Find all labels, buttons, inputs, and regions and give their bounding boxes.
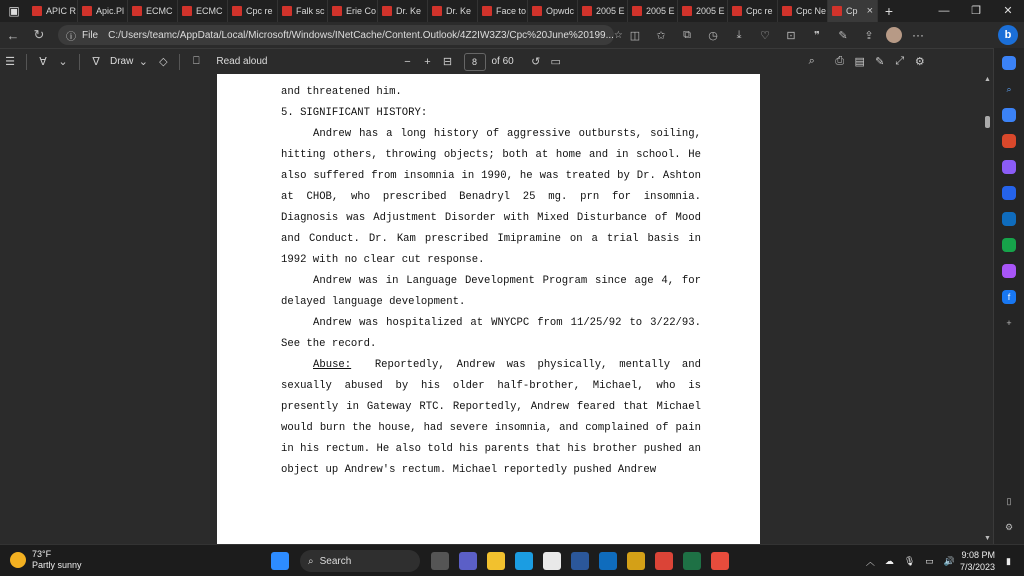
maximize-icon[interactable]: ❐ [971, 5, 981, 17]
app-icon[interactable] [711, 552, 729, 570]
scheme-label: File [82, 29, 99, 41]
download-icon[interactable]: ⤓ [736, 28, 742, 41]
weather-widget[interactable] [10, 549, 82, 571]
contents-icon[interactable]: ☰ [5, 56, 15, 68]
section-heading: 5. SIGNIFICANT HISTORY: [281, 107, 428, 119]
scroll-up-icon[interactable]: ▲ [984, 76, 991, 83]
browser-tab[interactable] [428, 0, 478, 22]
pdf-viewer[interactable] [0, 74, 993, 544]
chevron-up-icon[interactable]: ︿ [865, 556, 875, 567]
pdf-icon [232, 6, 242, 16]
start-icon[interactable] [271, 552, 289, 570]
browser-tab[interactable] [478, 0, 528, 22]
close-window-icon[interactable]: ✕ [1003, 5, 1013, 17]
task-view-icon[interactable] [431, 552, 449, 570]
pdf-icon [432, 6, 442, 16]
pdf-toolbar [0, 48, 993, 74]
more-options-icon[interactable]: ··· [912, 28, 924, 42]
info-icon[interactable]: ⓘ [66, 31, 76, 43]
address-bar-row [0, 22, 1024, 48]
microphone-icon[interactable]: 🎙 [903, 555, 916, 566]
pdf-icon [632, 6, 642, 16]
tab-label: 2005 E [696, 6, 725, 16]
url-text: C:/Users/teamc/AppData/Local/Microsoft/Windows/INetCache/Content.Outlook/4Z2IW3Z3/Cpc%20June%20199... [108, 29, 614, 41]
page-text [281, 82, 701, 481]
window-menu-icon[interactable]: ▣ [8, 4, 20, 18]
tab-strip [0, 0, 1024, 22]
favorites-icon[interactable]: ✩ [656, 29, 666, 42]
pdf-icon [582, 6, 592, 16]
highlight-icon[interactable]: ∀ [39, 56, 47, 68]
browser-tab-active[interactable] [828, 0, 878, 22]
browser-tab[interactable] [328, 0, 378, 22]
browser-tab[interactable] [778, 0, 828, 22]
collections-icon[interactable]: ⧉ [683, 28, 691, 41]
taskbar-search[interactable] [300, 550, 420, 572]
onedrive-icon[interactable]: ☁ [884, 555, 894, 566]
tab-label: Erie Co [346, 6, 377, 16]
pdf-icon [482, 6, 492, 16]
zoom-out-icon[interactable]: − [404, 55, 411, 68]
text-icon[interactable]: ⎕ [193, 55, 200, 67]
quote-icon[interactable]: ❞ [814, 29, 820, 42]
send-icon[interactable] [1002, 238, 1016, 252]
tab-label: Dr. Ke [396, 6, 422, 16]
pdf-icon [832, 6, 842, 16]
network-icon[interactable]: ▭ [925, 555, 934, 566]
word-icon[interactable] [571, 552, 589, 570]
scrollbar[interactable] [983, 74, 993, 544]
extension-icon[interactable]: ♡ [760, 29, 770, 42]
page-total: of 60 [491, 56, 514, 67]
divider [26, 54, 27, 70]
tab-label: ECMC [146, 6, 173, 16]
messenger-icon[interactable] [1002, 264, 1016, 278]
outlook-icon[interactable] [599, 552, 617, 570]
tab-label: 2005 E [596, 6, 625, 16]
paragraph [281, 355, 701, 481]
tab-label: Cpc Ne [796, 6, 827, 16]
rotate-icon[interactable]: ↺ [531, 56, 541, 68]
bing-chat-icon[interactable]: b [998, 25, 1018, 45]
tab-label: APIC R [46, 6, 77, 16]
pdf-icon [682, 6, 692, 16]
tab-label: Cpc re [246, 6, 273, 16]
browser-tab[interactable] [528, 0, 578, 22]
games-icon[interactable] [1002, 160, 1016, 174]
history-icon[interactable]: ◷ [708, 29, 718, 42]
office-icon[interactable] [1002, 186, 1016, 200]
bell-icon[interactable] [1002, 56, 1016, 70]
browser-tab[interactable] [228, 0, 278, 22]
sun-icon [10, 552, 26, 568]
new-tab-button[interactable]: + [884, 3, 894, 19]
refresh-icon[interactable]: ↻ [33, 27, 45, 42]
paragraph: Andrew was in Language Development Program since age 4, for delayed language development. [281, 275, 701, 308]
pdf-icon [782, 6, 792, 16]
taskbar [0, 544, 1024, 576]
favorite-star-icon[interactable]: ☆ [613, 29, 623, 41]
add-icon[interactable]: + [1006, 318, 1012, 328]
tab-label: Dr. Ke [446, 6, 472, 16]
settings-gear-icon[interactable]: ⚙ [914, 56, 925, 68]
browser-tab[interactable] [628, 0, 678, 22]
pdf-icon [732, 6, 742, 16]
page-number-input[interactable]: 8 [464, 53, 486, 71]
pdf-icon [182, 6, 192, 16]
fullscreen-icon[interactable]: ⤢ [895, 55, 905, 67]
pdf-icon [332, 6, 342, 16]
zoom-in-icon[interactable]: + [424, 55, 431, 68]
time: 9:08 PM [961, 550, 996, 560]
notification-icon[interactable]: ▮ [1006, 555, 1011, 566]
edge-sidebar [993, 48, 1024, 544]
chevron-down-icon[interactable]: ⌄ [58, 56, 68, 68]
pdf-page [217, 74, 760, 544]
read-aloud-button[interactable]: Read aloud [216, 56, 268, 67]
print-icon[interactable]: ⎙ [835, 55, 845, 67]
tab-label: Falk sc [296, 6, 325, 16]
draw-icon[interactable]: ∇ [92, 56, 100, 68]
date: 7/3/2023 [960, 562, 996, 572]
search-icon[interactable]: ⌕ [1006, 83, 1012, 94]
browser-tab[interactable] [128, 0, 178, 22]
edge-icon[interactable] [515, 552, 533, 570]
system-tray [861, 549, 1016, 573]
pdf-icon [282, 6, 292, 16]
file-explorer-icon[interactable] [487, 552, 505, 570]
abuse-text: Reportedly, Andrew was physically, mentally and sexually abused by his older half-brother, Michael, who is presently in Gateway RTC. Reportedly, Andrew feared that Michael would burn the house, had severe insomnia, and complained of pain in his rectum. He also told his parents that his brother pushed an object up Andrew's rectum. Michael reportedly pushed Andrew [281, 359, 701, 476]
pdf-icon [382, 6, 392, 16]
abuse-label: Abuse: [313, 359, 352, 371]
divider [79, 54, 80, 70]
tab-label: Face to [496, 6, 527, 16]
tab-label: Opwdc [546, 6, 575, 16]
tools-icon[interactable] [1002, 134, 1016, 148]
text-line: and threatened him. [281, 86, 402, 98]
chrome-icon[interactable] [655, 552, 673, 570]
browser-tab[interactable] [78, 0, 128, 22]
pdf-icon [132, 6, 142, 16]
weather-condition: Partly sunny [32, 560, 82, 570]
tab-label: Cpc re [746, 6, 773, 16]
shopping-icon[interactable] [1002, 108, 1016, 122]
settings-gear-icon[interactable]: ⚙ [1004, 521, 1014, 532]
app-icon[interactable] [683, 552, 701, 570]
page-view-icon[interactable]: ▭ [550, 56, 561, 68]
clock[interactable] [960, 549, 995, 573]
pdf-icon [532, 6, 542, 16]
tab-label: ECMC [196, 6, 223, 16]
outlook-icon[interactable] [1002, 212, 1016, 226]
screenshot-icon[interactable]: ⊡ [786, 29, 796, 42]
search-label: Search [319, 555, 352, 567]
app-icon[interactable] [627, 552, 645, 570]
eraser-icon[interactable]: ◇ [159, 56, 168, 68]
pdf-icon [32, 6, 42, 16]
browser-tab[interactable] [28, 0, 78, 22]
search-icon: ⌕ [308, 555, 314, 567]
window-controls [928, 0, 1024, 22]
fit-page-icon[interactable]: ⊟ [442, 56, 453, 68]
browser-tab[interactable] [728, 0, 778, 22]
save-as-icon[interactable]: ✎ [875, 56, 885, 68]
save-icon[interactable]: ▤ [854, 56, 865, 68]
browser-tab[interactable] [578, 0, 628, 22]
minimize-icon[interactable]: — [938, 5, 950, 17]
close-tab-icon[interactable]: × [866, 5, 873, 17]
tab-label: Cp [846, 6, 858, 16]
draw-button[interactable]: Draw [110, 56, 134, 67]
scroll-down-icon[interactable]: ▼ [984, 535, 991, 542]
tab-label: Apic.Pl [96, 6, 125, 16]
tab-label: 2005 E [646, 6, 675, 16]
chevron-down-icon[interactable]: ⌄ [138, 56, 148, 68]
browser-tab[interactable] [178, 0, 228, 22]
split-screen-icon[interactable]: ◫ [629, 29, 641, 42]
taskbar-apps [266, 550, 734, 572]
temperature: 73°F [32, 549, 52, 559]
facebook-icon[interactable]: f [1002, 290, 1016, 304]
back-icon[interactable]: ← [6, 27, 20, 43]
address-bar[interactable] [58, 25, 623, 45]
paragraph: Andrew has a long history of aggressive outbursts, soiling, hitting others, throwing objects; both at home and in school. He also suffered from insomnia in 1990, he was treated by Dr. Ashton at CHOB, who prescribed Benadryl 25 mg. prn for insomnia. Diagnosis was Adjustment Disorder with Mixed Disturbance of Mood and Conduct. Dr. Kam prescribed Imipramine on a trial basis in 1992 with no clear cut response. [281, 128, 701, 266]
sidebar-toggle-icon[interactable]: ▯ [1006, 495, 1012, 506]
share-icon[interactable]: ⇪ [864, 29, 874, 42]
search-icon[interactable]: ⌕ [808, 55, 815, 67]
browser-tab[interactable] [678, 0, 728, 22]
volume-icon[interactable]: 🔊 [943, 555, 955, 566]
divider [179, 54, 180, 70]
pdf-icon [82, 6, 92, 16]
browser-tab[interactable] [278, 0, 328, 22]
teams-icon[interactable] [459, 552, 477, 570]
profile-avatar[interactable] [886, 27, 902, 43]
paragraph: Andrew was hospitalized at WNYCPC from 11/25/92 to 3/22/93. See the record. [281, 317, 701, 350]
copilot-icon[interactable]: ✎ [838, 29, 848, 42]
store-icon[interactable] [543, 552, 561, 570]
browser-tab[interactable] [378, 0, 428, 22]
browser-toolbar [622, 29, 882, 42]
scroll-thumb[interactable] [985, 116, 990, 128]
